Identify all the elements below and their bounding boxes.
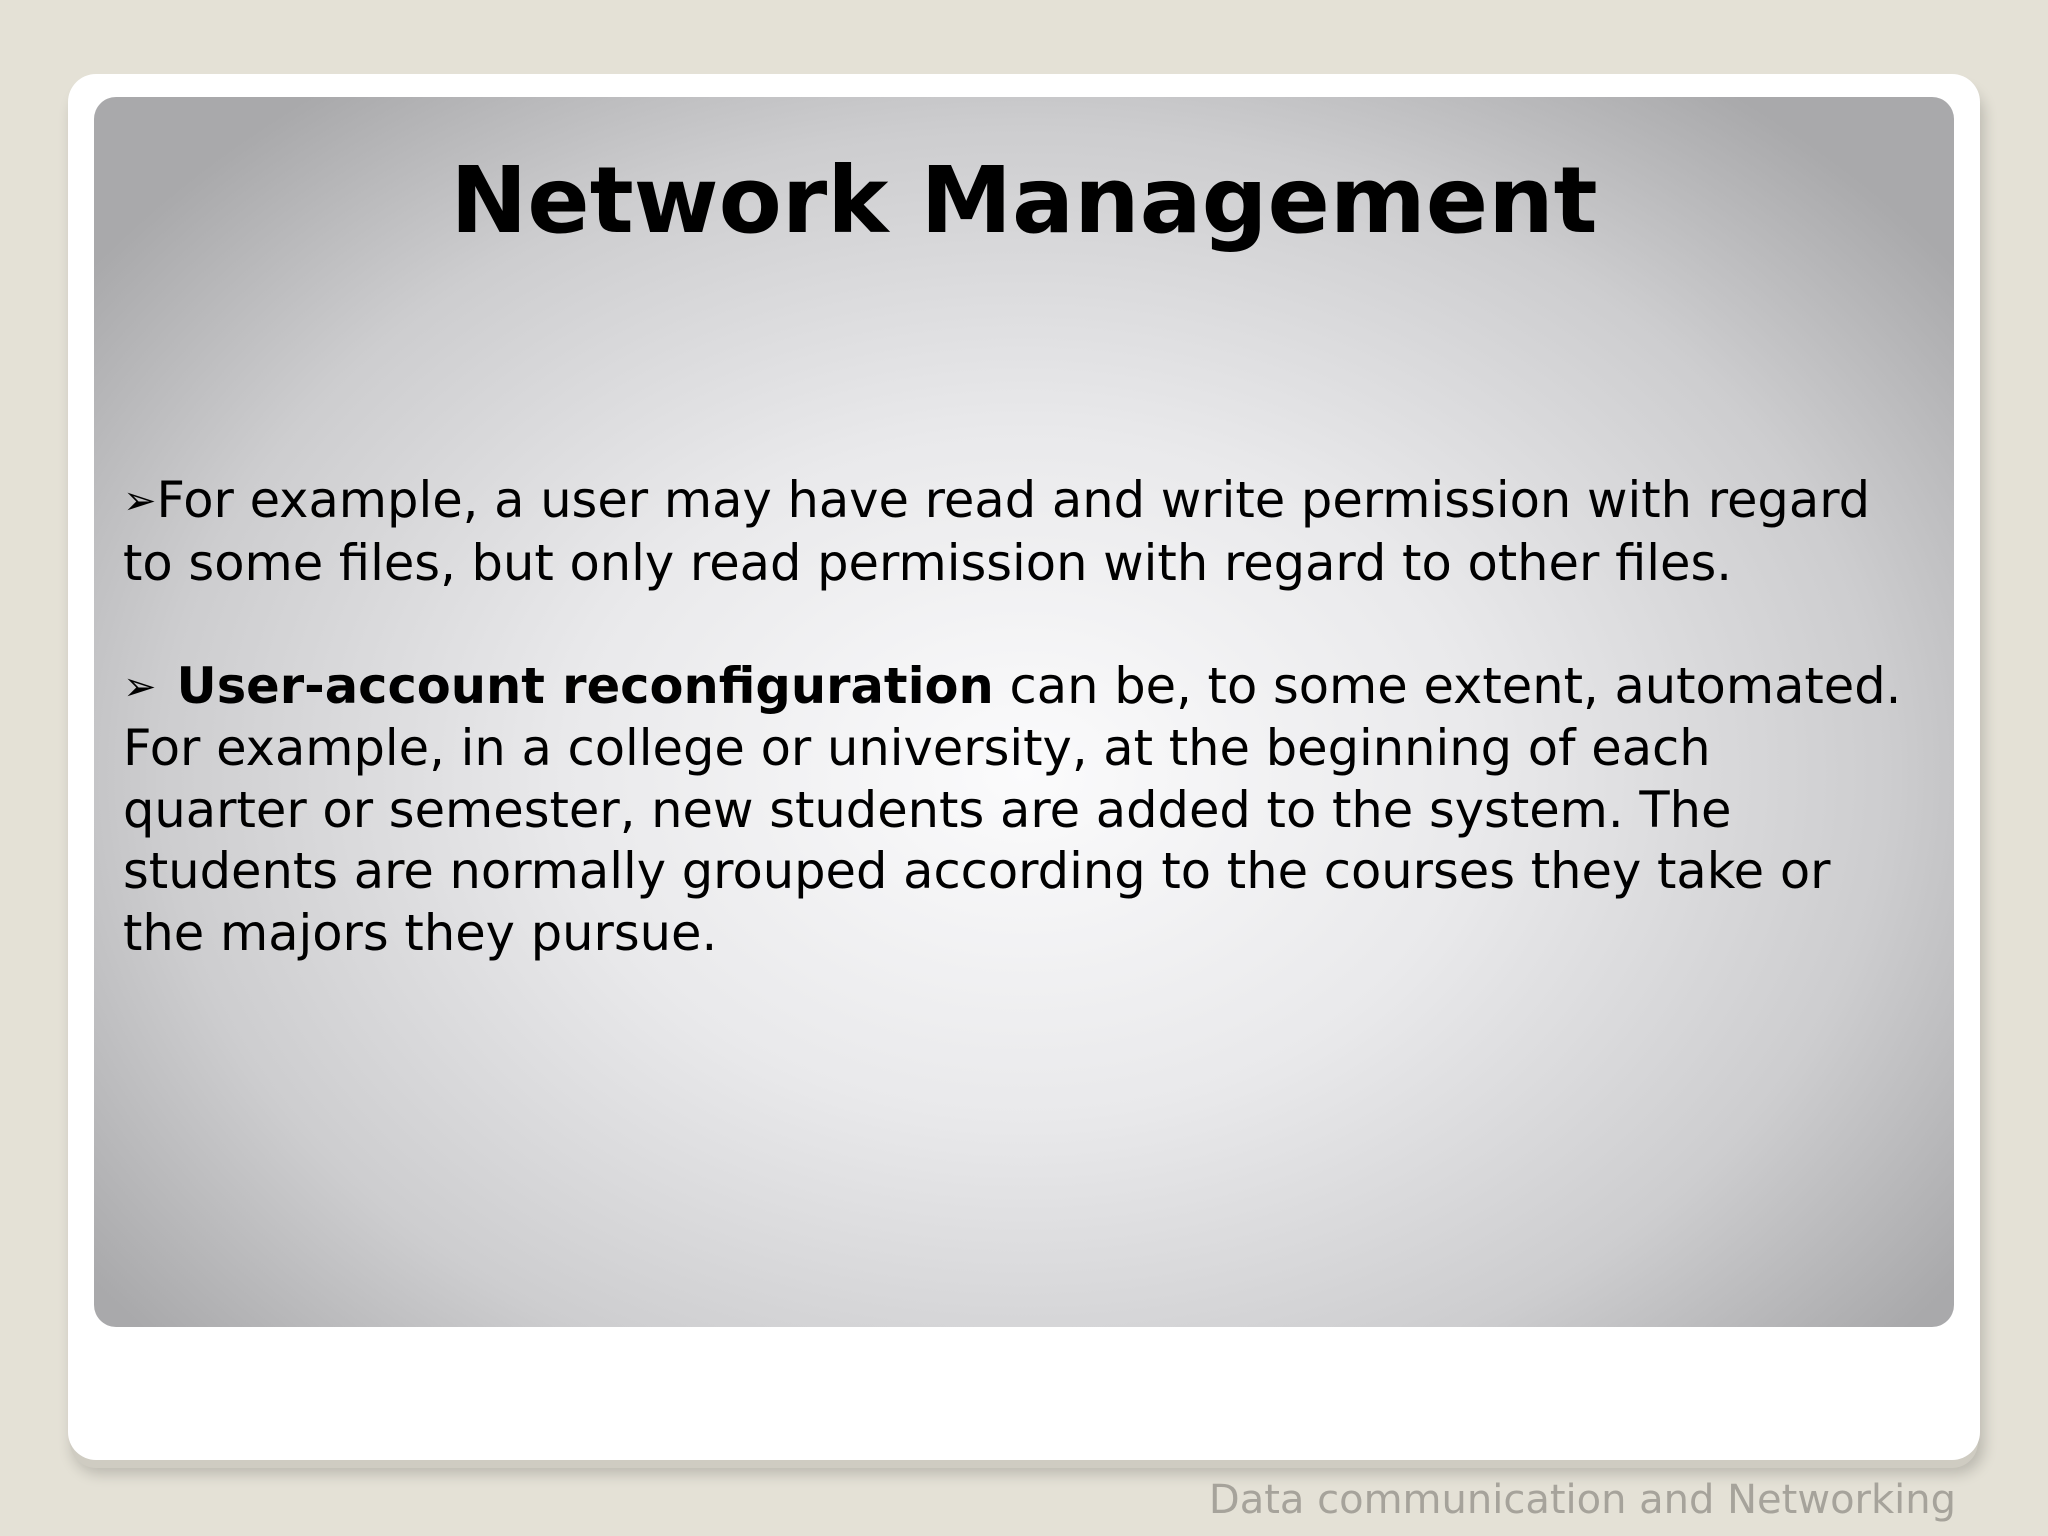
bullet-paragraph-1 xyxy=(123,470,1903,594)
slide-body xyxy=(123,470,1903,964)
bullet-paragraph-2 xyxy=(123,656,1903,965)
slide-title: Network Management xyxy=(450,147,1598,254)
slide-footer: Data communication and Networking xyxy=(1208,1477,1956,1523)
paragraph-2-text: can be, to some extent, automated. For example, in a college or university, at the beginning of each quarter or semester, new students are added to the system. The students are normally grouped according to the courses they take or the majors they pursue. xyxy=(123,656,1902,962)
arrowhead-bullet-icon: ➢ xyxy=(123,663,157,710)
paragraph-1-text: For example, a user may have read and write permission with regard to some files, but only read permission with regard to other files. xyxy=(123,471,1871,592)
arrowhead-bullet-icon: ➢ xyxy=(123,478,157,524)
paragraph-2-bold-lead: User-account reconfiguration xyxy=(176,656,994,715)
